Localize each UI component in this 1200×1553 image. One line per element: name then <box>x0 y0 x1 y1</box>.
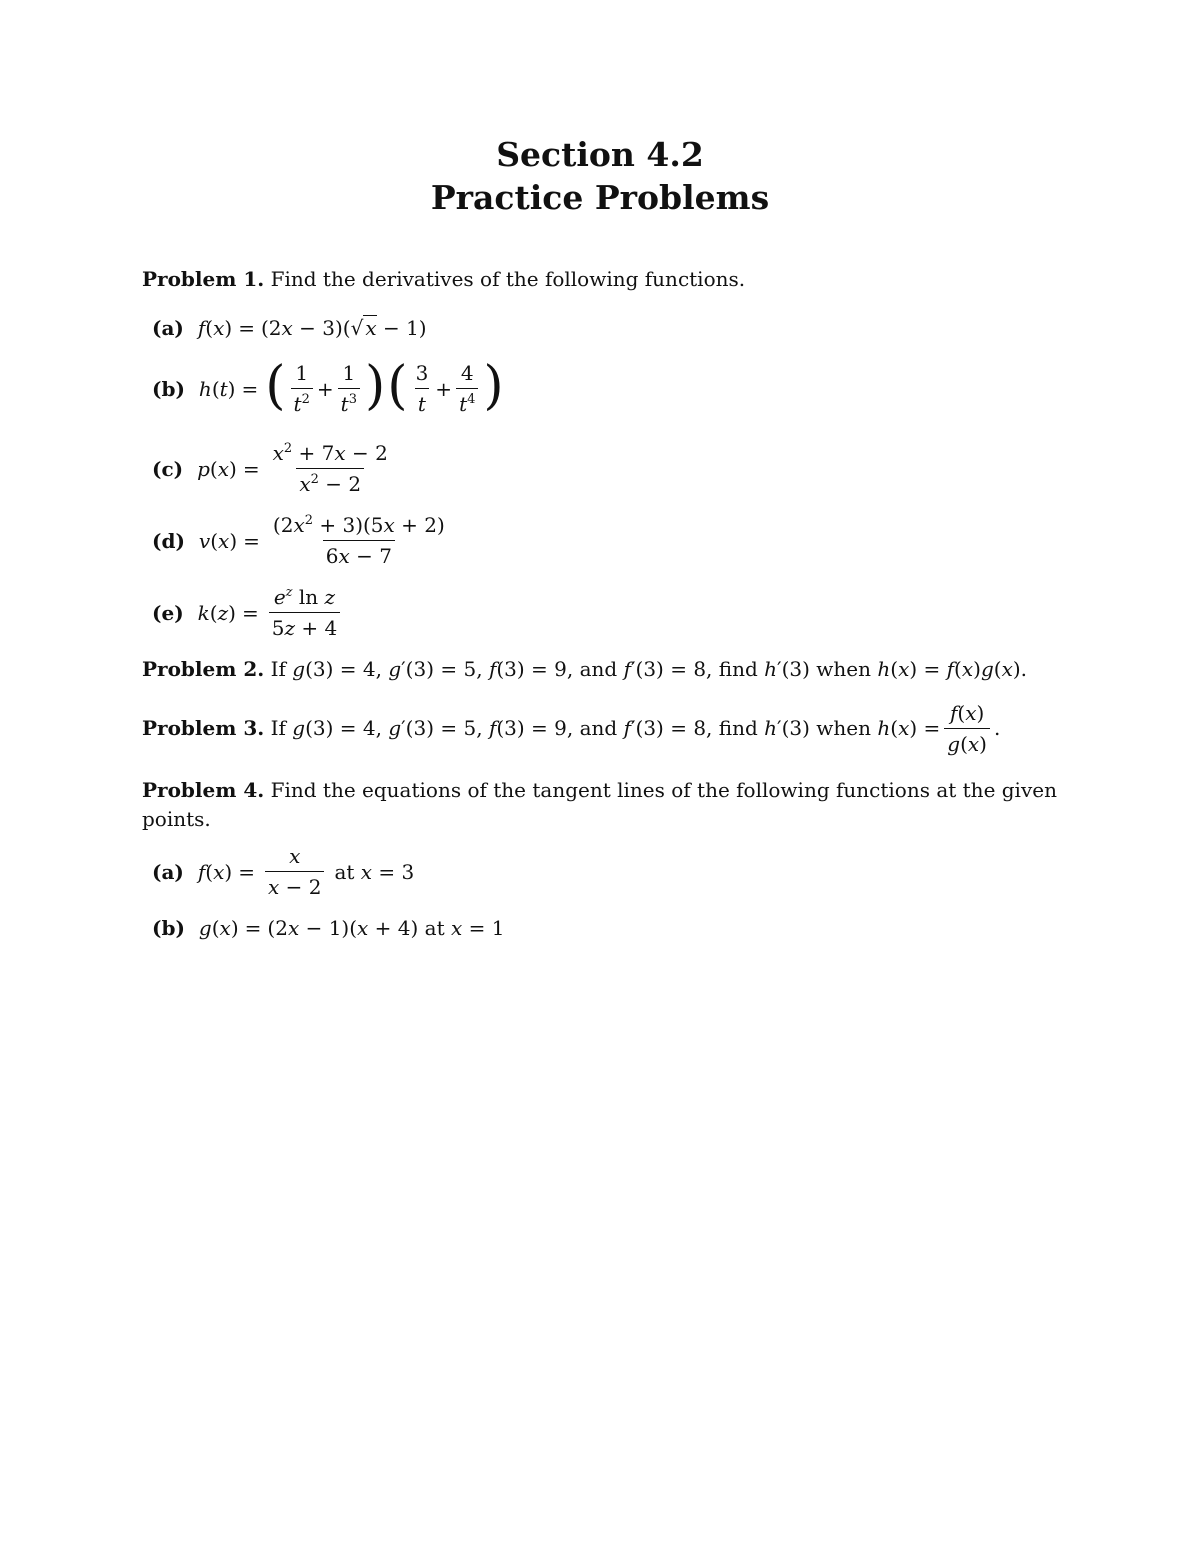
math-fraction: $\frac{f(x)}{g(x)}$ <box>944 700 990 757</box>
problem-1c <box>152 440 395 497</box>
math-expression: k ( z ) = $\frac{e^z \ln z}{5z + 4}$ <box>198 584 345 641</box>
item-label: (d) <box>152 528 185 553</box>
problem-1-label: Problem 1. <box>142 267 265 291</box>
page-title <box>0 133 1200 219</box>
item-label: (c) <box>152 456 184 481</box>
problem-3-statement: Problem 3. If g(3) = 4, g′(3) = 5, f(3) = 9, and f′(3) = 8, find h′(3) when h(x) = $\frac{f(x)}{g(x)}$ . <box>142 701 1001 756</box>
problem-1d <box>152 512 452 569</box>
problem-4-label: Problem 4. <box>142 778 265 802</box>
title-subtitle: Practice Problems <box>430 178 770 217</box>
problem-1-text: Find the derivatives of the following functions. <box>270 267 746 291</box>
problem-4-statement <box>142 776 1062 834</box>
problem-4a <box>152 843 414 900</box>
problem-4-text: Find the equations of the tangent lines of the following functions at the given points. <box>142 778 1057 831</box>
item-label: (a) <box>152 859 184 884</box>
item-label: (b) <box>152 916 185 940</box>
problem-3-label: Problem 3. <box>142 716 265 740</box>
problem-1e <box>152 584 344 641</box>
math-expression: f(x) = (2x − 3)(√ x − 1) <box>197 316 427 340</box>
problem-2-statement: Problem 2. If g(3) = 4, g′(3) = 5, f(3) = 9, and f′(3) = 8, find h′(3) when h(x) = f(x)g(x). <box>142 657 1028 681</box>
math-expression: p ( x ) = $\frac{x^2 + 7x - 2}{x^2 - 2}$ <box>197 441 388 496</box>
math-expression: h ( t ) = ( $\frac{1}{t^2}$ + $\frac{1}{t^3}$ ) ( $\frac{3}{t}$ + $\frac{4}{t^4}$ ) <box>198 355 504 416</box>
math-expression: g(x) = (2x − 1)(x + 4) at x = 1 <box>198 916 505 940</box>
title-section: Section 4.2 <box>496 135 704 174</box>
item-label: (e) <box>152 600 184 625</box>
problem-4b <box>152 914 504 942</box>
problem-1a <box>152 314 427 342</box>
math-expression: f ( x ) = $\frac{x}{x - 2}$ at x = 3 <box>197 844 415 899</box>
problem-1b <box>152 355 505 417</box>
problem-2-label: Problem 2. <box>142 657 265 681</box>
problem-1-statement <box>142 265 1062 294</box>
math-expression: v ( x ) = $\frac{(2x^2 + 3)(5x + 2)}{6x - 7}$ <box>198 513 445 568</box>
item-label: (b) <box>152 376 185 401</box>
item-label: (a) <box>152 316 184 340</box>
